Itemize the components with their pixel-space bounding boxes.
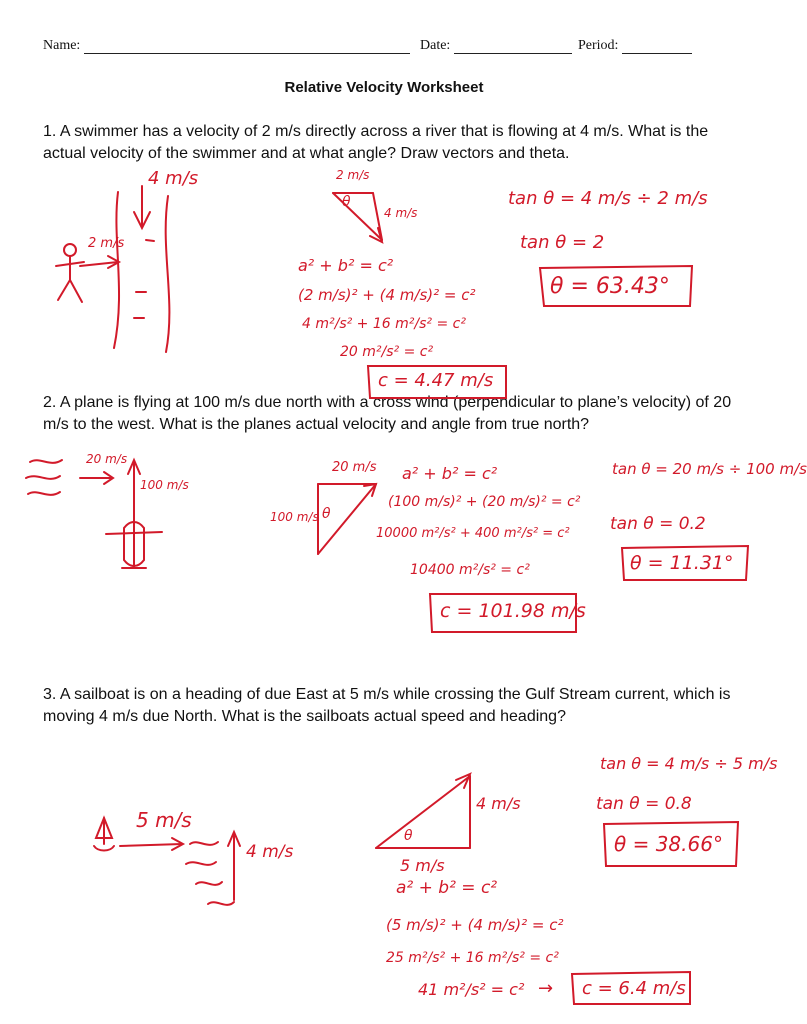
question-3-number: 3. <box>43 686 57 703</box>
q3-eq-3: 25 m²/s² + 16 m²/s² = c² <box>386 950 559 966</box>
q3-c-answer: c = 6.4 m/s <box>582 978 686 999</box>
q3-tan-1: tan θ = 4 m/s ÷ 5 m/s <box>600 754 778 773</box>
q2-c-answer: c = 101.98 m/s <box>440 600 586 622</box>
q2-theta-answer: θ = 11.31° <box>630 552 734 574</box>
q3-current-label: 4 m/s <box>246 842 294 862</box>
q3-eq-1: a² + b² = c² <box>396 878 498 898</box>
q1-swim-label: 2 m/s <box>88 236 125 251</box>
q1-tri-side-label: 4 m/s <box>384 206 418 220</box>
q3-arrow: → <box>538 978 554 999</box>
q1-eq-4: 20 m²/s² = c² <box>340 344 434 360</box>
worksheet-title: Relative Velocity Worksheet <box>284 79 484 96</box>
name-label: Name: <box>43 38 81 53</box>
q1-river-label: 4 m/s <box>148 168 199 189</box>
q3-theta-answer: θ = 38.66° <box>614 832 723 856</box>
boat-vector <box>120 844 182 846</box>
q3-eq-4: 41 m²/s² = c² <box>418 980 525 999</box>
q2-wind-label: 20 m/s <box>86 452 128 466</box>
q1-tri-top-label: 2 m/s <box>336 168 370 182</box>
q2-eq-1: a² + b² = c² <box>402 464 498 483</box>
q1-tan-2: tan θ = 2 <box>520 232 605 253</box>
question-2-text: A plane is flying at 100 m/s due north with a cross wind (perpendicular to plane’s velocity) of 20 m/s to the west. What is the planes actual velocity and angle from true north? <box>43 394 732 433</box>
q1-c-answer: c = 4.47 m/s <box>378 370 494 391</box>
question-1-number: 1. <box>43 123 57 140</box>
q3-tri-side-label: 4 m/s <box>476 794 521 813</box>
question-2-number: 2. <box>43 394 57 411</box>
q2-eq-4: 10400 m²/s² = c² <box>410 562 530 578</box>
q3-tan-2: tan θ = 0.8 <box>596 794 692 814</box>
river-bank-left <box>114 192 119 348</box>
q1-theta-answer: θ = 63.43° <box>550 274 670 299</box>
q3-tri-bottom-label: 5 m/s <box>400 856 445 875</box>
q1-eq-3: 4 m²/s² + 16 m²/s² = c² <box>302 316 466 332</box>
q2-eq-3: 10000 m²/s² + 400 m²/s² = c² <box>376 526 570 541</box>
q2-eq-2: (100 m/s)² + (20 m/s)² = c² <box>388 494 581 510</box>
q3-boat-label: 5 m/s <box>136 808 192 832</box>
q3-tri-hyp <box>376 776 470 848</box>
q2-tri-top-label: 20 m/s <box>332 460 377 475</box>
q1-eq-1: a² + b² = c² <box>298 256 394 275</box>
river-bank-right <box>166 196 170 352</box>
q2-tan-1: tan θ = 20 m/s ÷ 100 m/s <box>612 460 807 478</box>
swimmer-head <box>64 244 76 256</box>
q1-tan-1: tan θ = 4 m/s ÷ 2 m/s <box>508 188 708 209</box>
q1-eq-2: (2 m/s)² + (4 m/s)² = c² <box>298 286 476 304</box>
q2-tri-side-label: 100 m/s <box>270 510 319 524</box>
q3-theta: θ <box>404 828 413 844</box>
question-1-text: A swimmer has a velocity of 2 m/s directly across a river that is flowing at 4 m/s. What is the actual velocity of the swimmer and at what angle? Draw vectors and theta. <box>43 123 709 162</box>
date-label: Date: <box>420 38 451 53</box>
q3-eq-2: (5 m/s)² + (4 m/s)² = c² <box>386 916 564 934</box>
q2-theta: θ <box>322 506 331 522</box>
q2-plane-label: 100 m/s <box>140 478 189 492</box>
period-label: Period: <box>578 38 619 53</box>
q1-theta: θ <box>342 194 351 210</box>
q2-tan-2: tan θ = 0.2 <box>610 514 706 534</box>
question-3-text: A sailboat is on a heading of due East at 5 m/s while crossing the Gulf Stream current, which is moving 4 m/s due North. What is the sailboats actual speed and heading? <box>43 686 731 725</box>
